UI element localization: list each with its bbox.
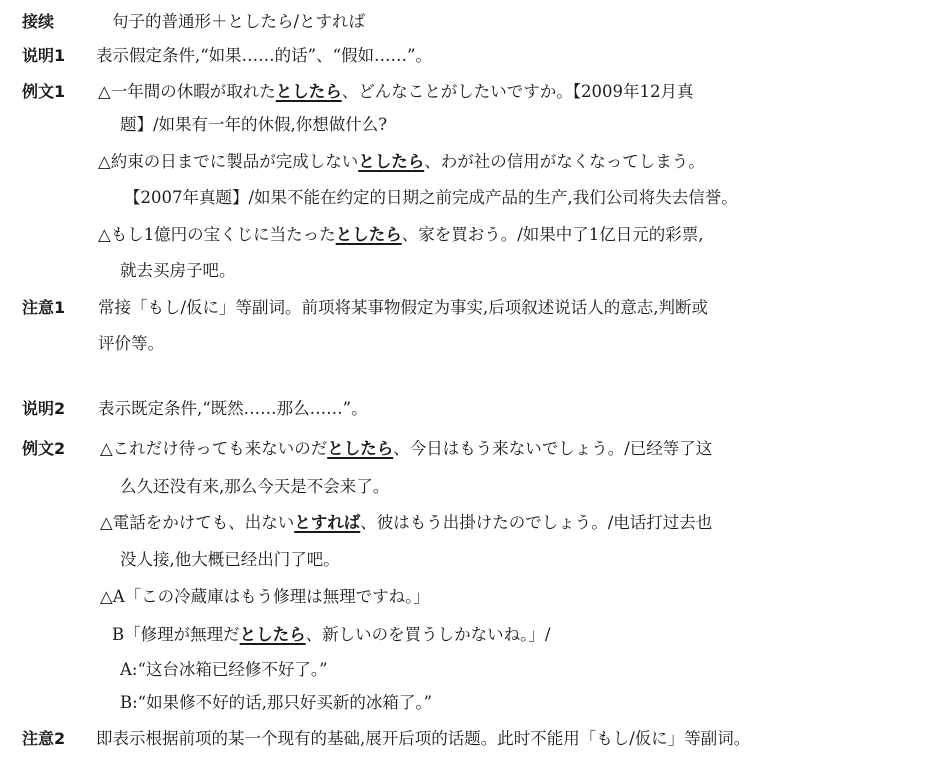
example-1-sentence-3-keyword: としたら — [335, 225, 402, 244]
example-2-sentence-2-translation-text: 没人接,他大概已经出门了吧。 — [120, 550, 340, 569]
example-1-sentence-3-part-b: 、家を買おう。/如果中了1亿日元的彩票, — [401, 225, 704, 244]
example-1-sentence-2-text — [98, 151, 705, 173]
example-2-sentence-1-part-b: 、今日はもう来ないでしょう。/已经等了这 — [393, 439, 713, 458]
example-1-sentence-1-text — [98, 81, 693, 103]
explanation-2-label: 说明2 — [22, 399, 66, 418]
example-2-dialogue-b-part-b: 、新しいのを買うしかないね。」/ — [305, 625, 551, 644]
note-2-text: 即表示根据前项的某一个现有的基础,展开后项的话题。此时不能用「もし/仮に」等副词。 — [96, 729, 751, 748]
explanation-1-text: 表示假定条件,“如果……的话”、“假如……”。 — [96, 46, 432, 65]
example-2-dialogue-translation-a: A:“这台冰箱已经修不好了。” — [120, 660, 328, 679]
example-1-sentence-1-keyword: としたら — [275, 82, 342, 101]
example-1-sentence-1-part-a: △一年間の休暇が取れた — [98, 82, 276, 101]
example-2-dialogue-a: △A「この冷蔵庫はもう修理は無理ですね。」 — [100, 587, 430, 606]
example-2-sentence-2-part-a: △電話をかけても、出ない — [100, 513, 295, 532]
example-2-sentence-1-part-a: △これだけ待っても来ないのだ — [100, 439, 328, 458]
explanation-2-text: 表示既定条件,“既然……那么……”。 — [98, 399, 368, 418]
example-1-sentence-3-part-a: △もし1億円の宝くじに当たった — [98, 225, 336, 244]
example-1-sentence-1-part-b: 、どんなことがしたいですか。【2009年12月真 — [341, 82, 694, 101]
example-1-sentence-3-translation-text: 就去买房子吧。 — [120, 261, 236, 280]
example-2-dialogue-b-part-a: B「修理が無理だ — [112, 625, 240, 644]
example-2-sentence-2-keyword: とすれば — [294, 513, 361, 532]
example-2-sentence-1-translation-text: 么久还没有来,那么今天是不会来了。 — [120, 477, 390, 496]
example-1-label: 例文1 — [22, 82, 66, 101]
connection-text: 句子的普通形＋としたら/とすれば — [112, 12, 366, 31]
example-2-sentence-2-text — [100, 512, 712, 534]
example-2-sentence-2-part-b: 、彼はもう出掛けたのでしょう。/电话打过去也 — [360, 513, 713, 532]
example-1-sentence-2-part-b: 、わが社の信用がなくなってしまう。 — [424, 152, 705, 171]
example-1-sentence-2-part-a: △約束の日までに製品が完成しない — [98, 152, 359, 171]
note-2-label: 注意2 — [22, 729, 66, 748]
example-1-sentence-2-keyword: としたら — [358, 152, 425, 171]
example-1-sentence-2-translation-text: 【2007年真题】/如果不能在约定的日期之前完成产品的生产,我们公司将失去信誉。 — [124, 188, 738, 207]
note-1-line-1: 常接「もし/仮に」等副词。前项将某事物假定为事实,后项叙述说话人的意志,判断或 — [98, 298, 709, 317]
example-2-dialogue-translation-b: B:“如果修不好的话,那只好买新的冰箱了。” — [120, 693, 433, 712]
note-1-label: 注意1 — [22, 298, 66, 317]
example-1-sentence-3-text — [98, 224, 704, 246]
example-1-sentence-1-translation-text: 题】/如果有一年的休假,你想做什么? — [120, 115, 388, 134]
example-2-label: 例文2 — [22, 439, 66, 458]
explanation-1-label: 说明1 — [22, 46, 66, 65]
example-2-sentence-1-text — [100, 438, 712, 460]
example-2-dialogue-b — [112, 624, 550, 646]
example-2-dialogue-b-keyword: としたら — [239, 625, 306, 644]
example-2-sentence-1-keyword: としたら — [327, 439, 394, 458]
note-1-line-2: 评价等。 — [98, 334, 164, 353]
connection-label: 接续 — [22, 12, 55, 31]
